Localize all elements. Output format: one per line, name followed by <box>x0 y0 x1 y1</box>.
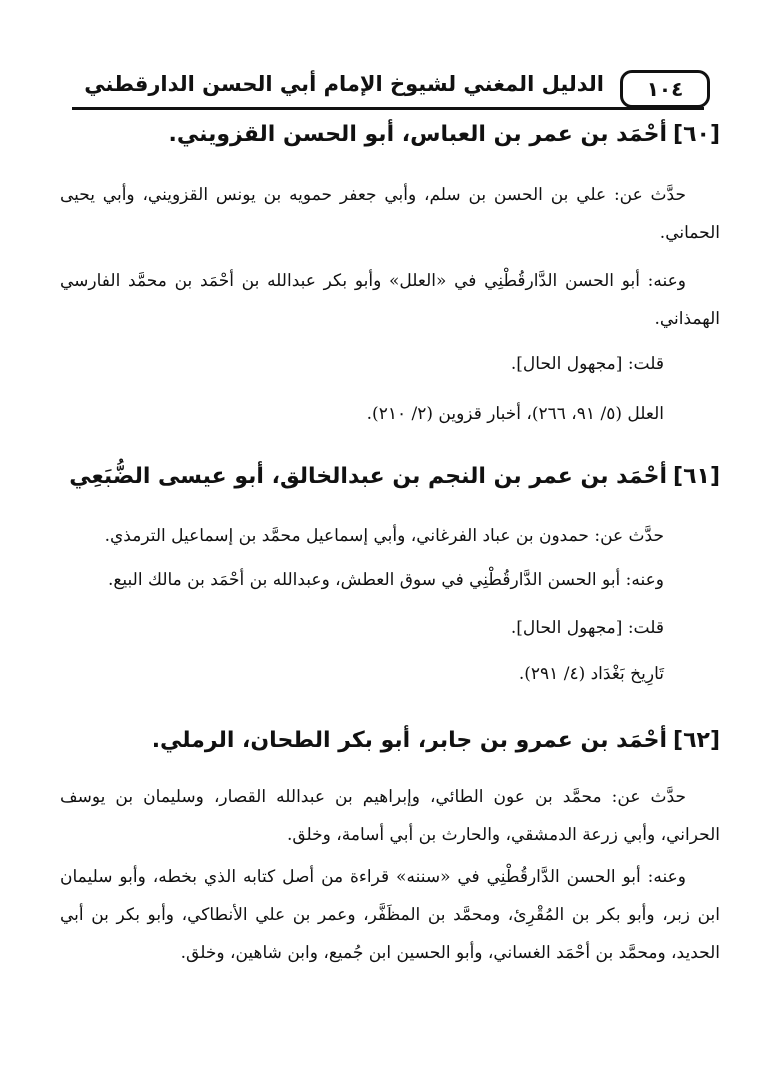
entry-name: أحْمَد بن عمر بن النجم بن عبدالخالق، أبو عيسى الضُّبَعِي <box>69 464 668 489</box>
narrated-from-61: حدَّث عن: حمدون بن عباد الفرغاني، وأبي إسماعيل محمَّد بن إسماعيل الترمذي. <box>104 526 664 546</box>
entry-number: [٦٠] <box>673 122 720 147</box>
header-rule <box>72 107 704 110</box>
entry-number: [٦٢] <box>673 728 720 753</box>
narrated-from-62: حدَّث عن: محمَّد بن عون الطائي، وإبراهيم بن عبدالله القصار، وسليمان بن يوسف الحراني، وأبي زرعة الدمشقي، والحارث بن أبي أسامة، وخلق. <box>60 787 720 845</box>
narrated-by-61: وعنه: أبو الحسن الدَّارقُطْنِي في سوق العطش، وعبدالله بن أحْمَد بن مالك البيع. <box>107 570 664 590</box>
entry-heading-62 <box>60 728 720 753</box>
entry-heading-61 <box>60 464 720 489</box>
narrated-from-60: حدَّث عن: علي بن الحسن بن سلم، وأبي جعفر حمويه بن يونس القزويني، وأبي يحيى الحماني. <box>60 185 720 243</box>
running-title: الدليل المغني لشيوخ الإمام أبي الحسن الدارقطني <box>84 72 604 96</box>
entry-name: أحْمَد بن عمر بن العباس، أبو الحسن القزويني. <box>168 122 668 147</box>
narrated-by-62: وعنه: أبو الحسن الدَّارقُطْنِي في «سننه» قراءة من أصل كتابه الذي بخطه، وأبو سليمان ابن زبر، وأبو بكر بن المُقْرِئ، ومحمَّد بن المظَفَّر، وعمر بن علي الأنطاكي، وأبو بكر بن أبي الحديد، ومحمَّد بن أحْمَد الغساني، وأبو الحسين ابن جُميع، وابن شاهين، وخلق. <box>60 867 720 963</box>
entry-heading-60 <box>60 122 720 147</box>
verdict-61: قلت: [مجهول الحال]. <box>510 618 664 638</box>
sources-60: العلل (٥/ ٩١، ٢٦٦)، أخبار قزوين (٢/ ٢١٠). <box>366 404 664 424</box>
entry-number: [٦١] <box>673 464 720 489</box>
verdict-60: قلت: [مجهول الحال]. <box>510 354 664 374</box>
running-header <box>72 66 704 106</box>
sources-61: تَارِيخ بَغْدَاد (٤/ ٢٩١). <box>518 664 664 684</box>
page-number: ١٠٤ <box>620 70 710 108</box>
entry-name: أحْمَد بن عمرو بن جابر، أبو بكر الطحان، الرملي. <box>151 728 668 753</box>
narrated-by-60: وعنه: أبو الحسن الدَّارقُطْنِي في «العلل» وأبو بكر عبدالله بن أحْمَد بن محمَّد الفارسي الهمذاني. <box>60 271 720 329</box>
